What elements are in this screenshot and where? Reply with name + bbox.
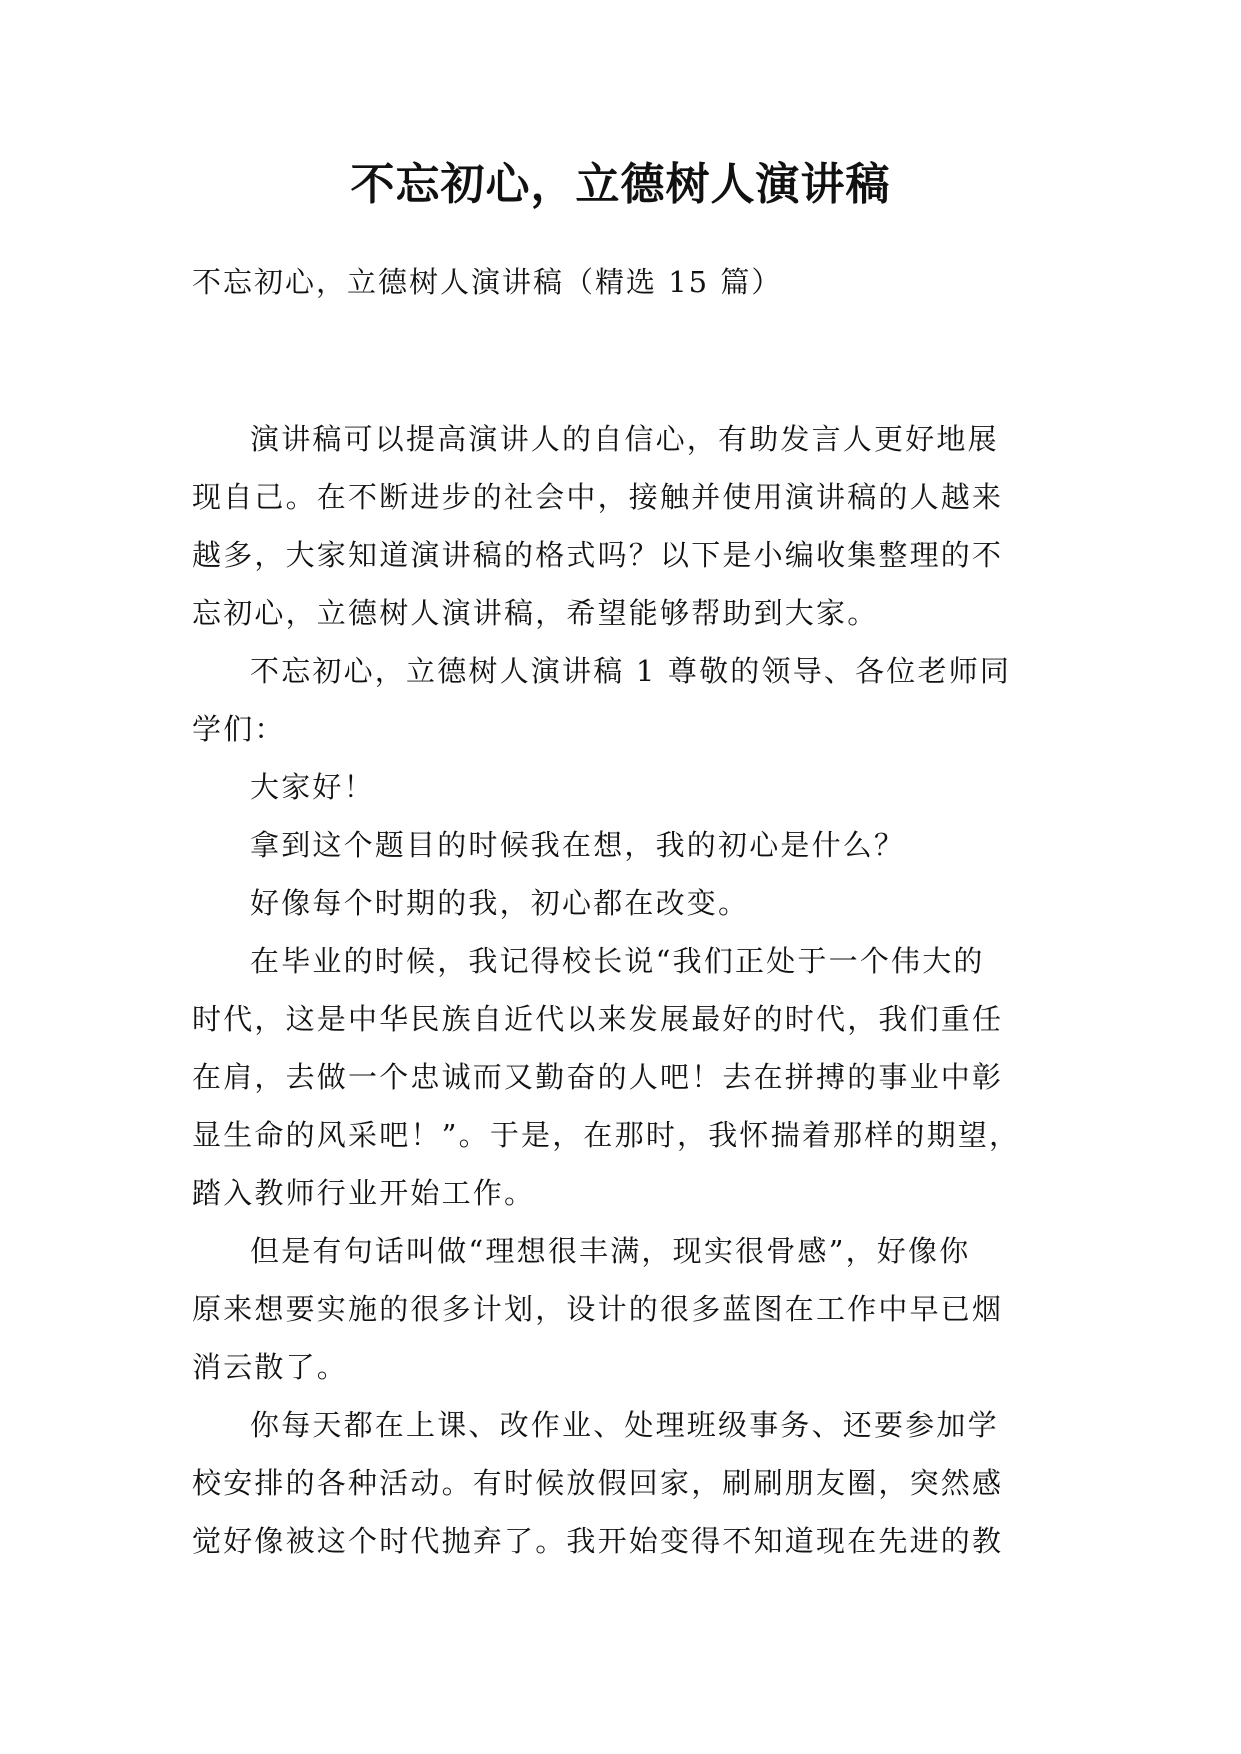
paragraph-line: 时代，这是中华民族自近代以来发展最好的时代，我们重任	[192, 1002, 1004, 1036]
paragraph-line: 踏入教师行业开始工作。	[192, 1176, 536, 1210]
paragraph-line: 越多，大家知道演讲稿的格式吗？以下是小编收集整理的不	[192, 538, 1004, 572]
paragraph-line: 忘初心，立德树人演讲稿，希望能够帮助到大家。	[192, 596, 879, 630]
paragraph-line: 原来想要实施的很多计划，设计的很多蓝图在工作中早已烟	[192, 1292, 1004, 1326]
document-subtitle: 不忘初心，立德树人演讲稿（精选 15 篇）	[192, 265, 783, 299]
paragraph-line: 觉好像被这个时代抛弃了。我开始变得不知道现在先进的教	[192, 1524, 1004, 1558]
paragraph-line: 大家好！	[250, 770, 375, 804]
paragraph-line: 显生命的风采吧！”。于是，在那时，我怀揣着那样的期望，	[192, 1118, 1021, 1152]
document-title: 不忘初心，立德树人演讲稿	[350, 159, 891, 210]
paragraph	[192, 1396, 1060, 1570]
paragraph-line: 在肩，去做一个忠诚而又勤奋的人吧！去在拼搏的事业中彰	[192, 1060, 1004, 1094]
paragraph	[192, 410, 1060, 642]
paragraph-line: 拿到这个题目的时候我在想，我的初心是什么？	[250, 828, 906, 862]
paragraph-line: 你每天都在上课、改作业、处理班级事务、还要参加学	[250, 1408, 999, 1442]
paragraph-line: 演讲稿可以提高演讲人的自信心，有助发言人更好地展	[250, 422, 999, 456]
paragraph	[192, 758, 1060, 816]
paragraph-line: 校安排的各种活动。有时候放假回家，刷刷朋友圈，突然感	[192, 1466, 1004, 1500]
paragraph	[192, 874, 1060, 932]
paragraph	[192, 1222, 1060, 1396]
paragraph-line: 现自己。在不断进步的社会中，接触并使用演讲稿的人越来	[192, 480, 1004, 514]
paragraph	[192, 642, 1060, 758]
paragraph-line: 在毕业的时候，我记得校长说“我们正处于一个伟大的	[250, 944, 985, 978]
paragraph-line: 但是有句话叫做“理想很丰满，现实很骨感”，好像你	[250, 1234, 971, 1268]
paragraph-line: 学们：	[192, 712, 286, 746]
paragraph-line: 好像每个时期的我，初心都在改变。	[250, 886, 750, 920]
paragraph	[192, 932, 1060, 1222]
paragraph-line: 消云散了。	[192, 1350, 349, 1384]
paragraph-line: 不忘初心，立德树人演讲稿 1 尊敬的领导、各位老师同	[250, 654, 1012, 688]
document-body	[192, 410, 1060, 1570]
paragraph	[192, 816, 1060, 874]
